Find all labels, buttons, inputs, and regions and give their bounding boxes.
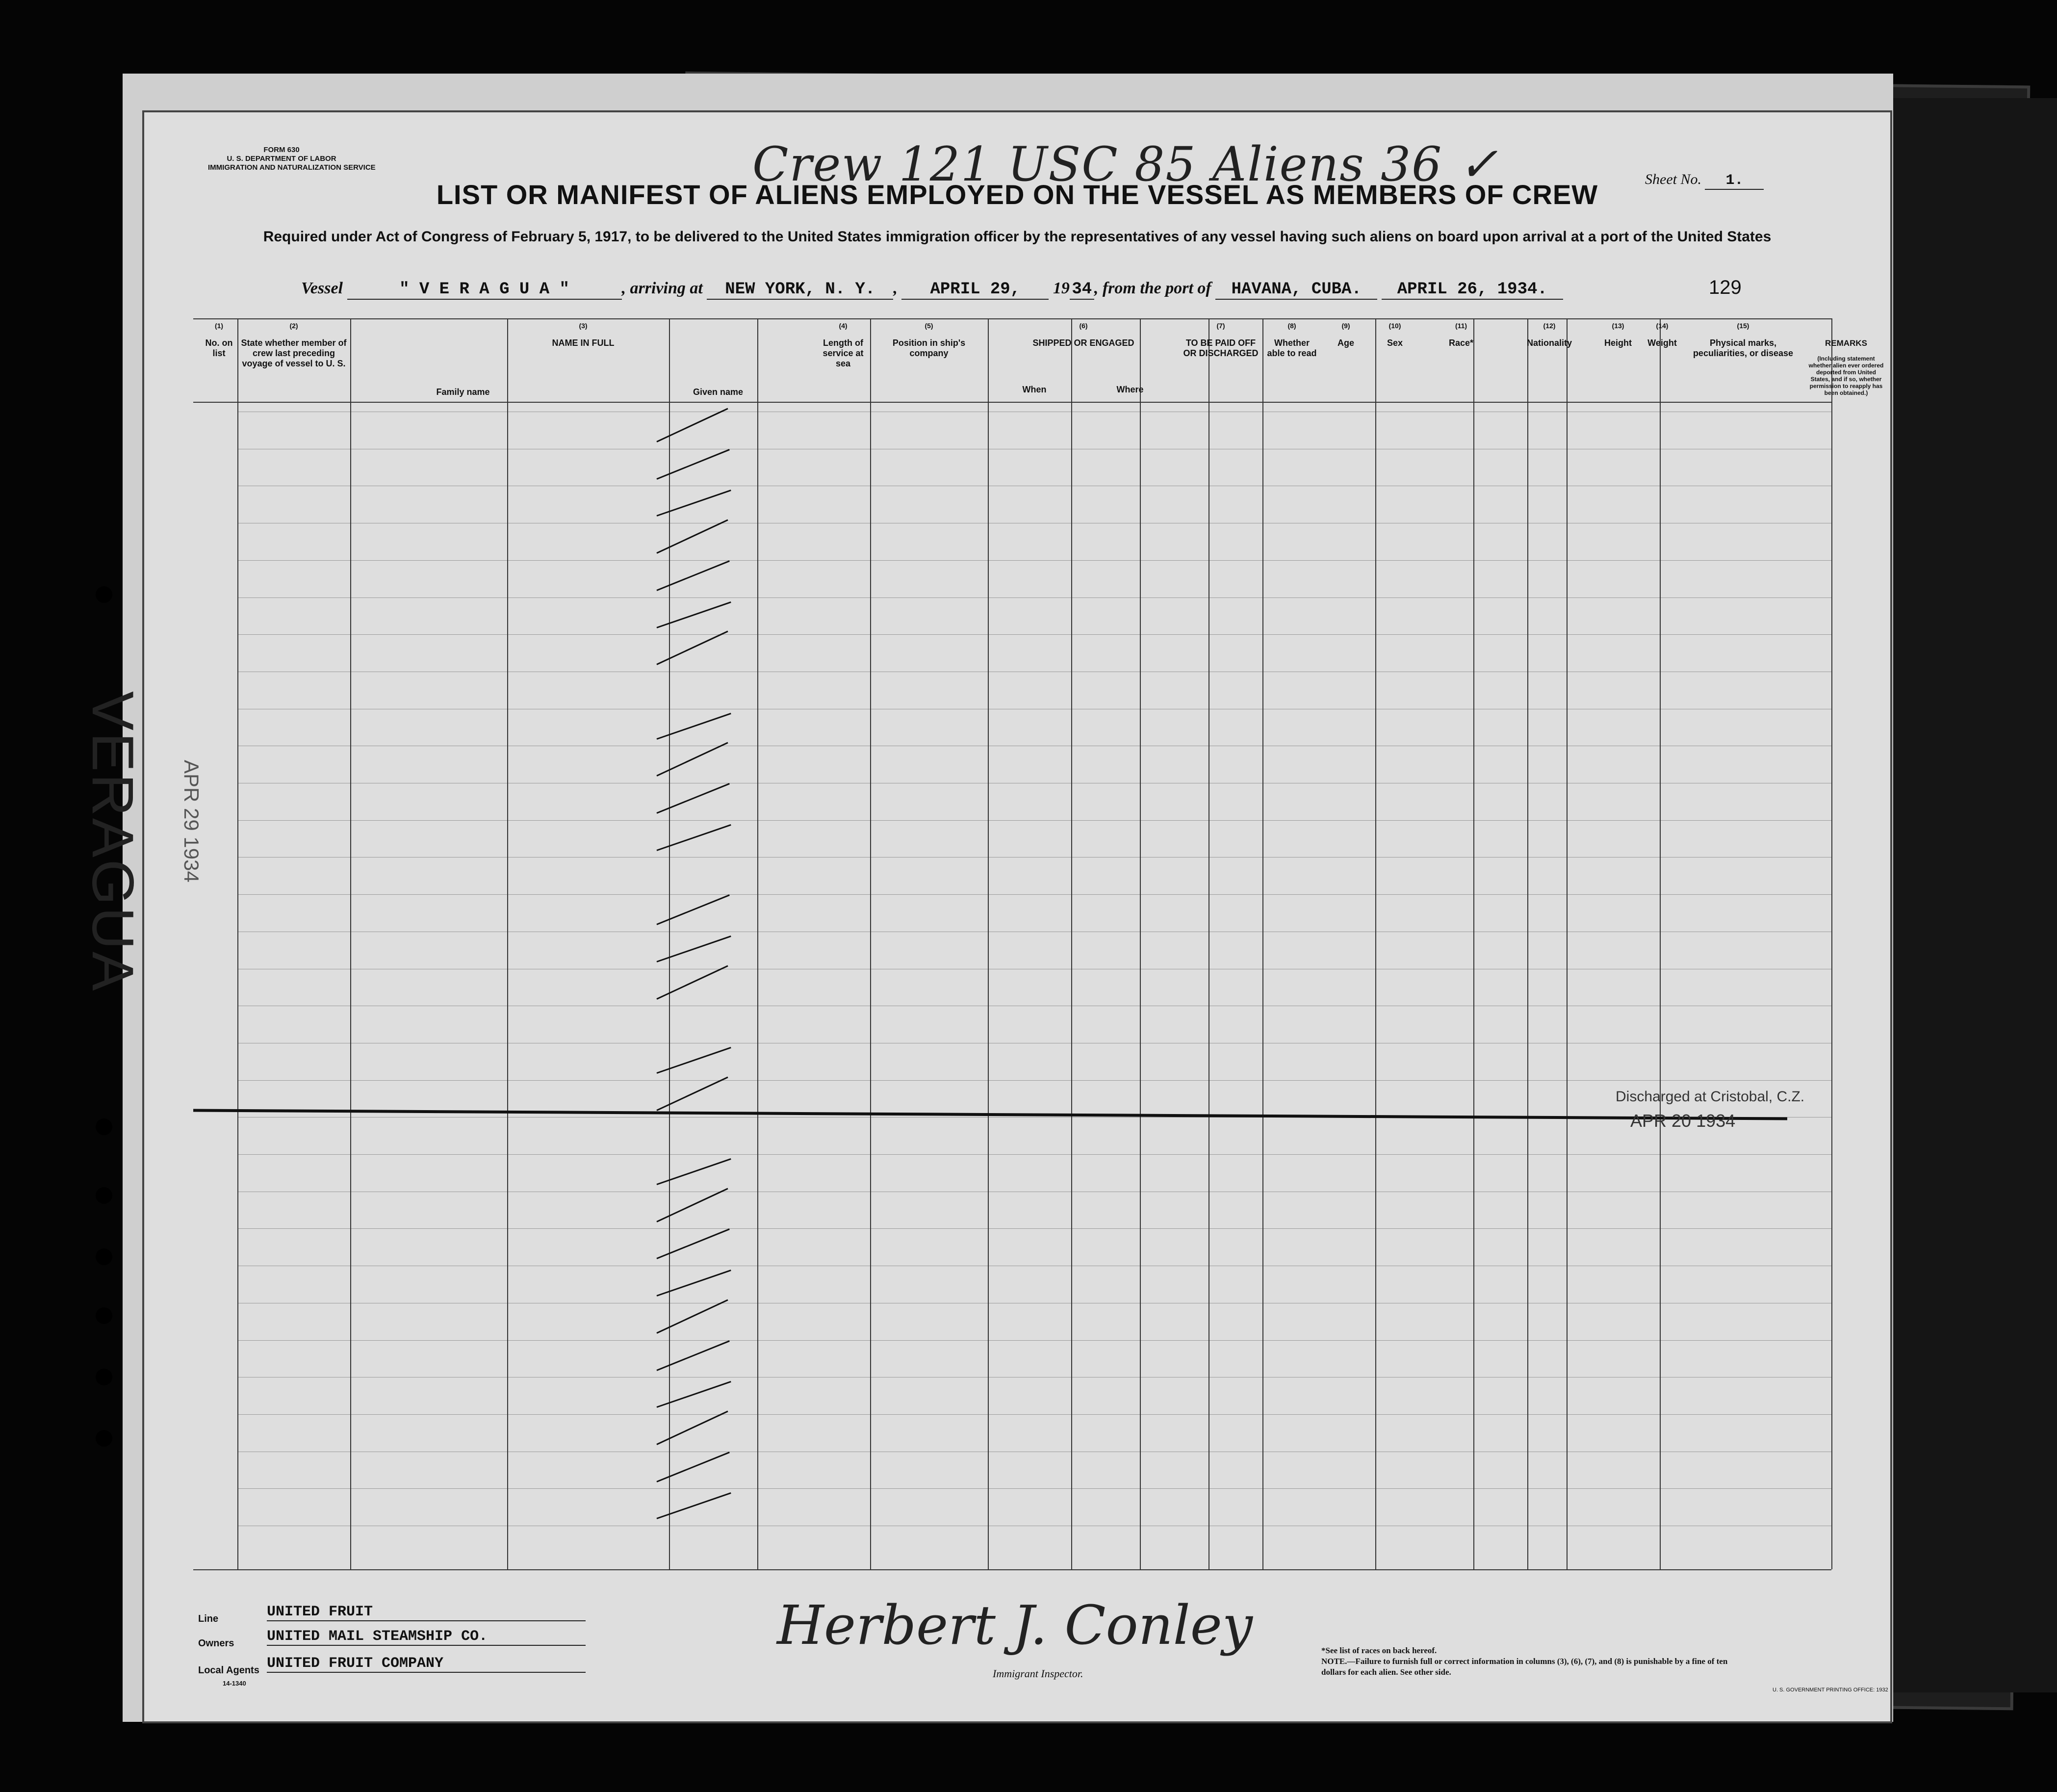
column-rule (757, 318, 758, 1569)
column-rule (870, 318, 871, 1569)
service-name: IMMIGRATION AND NATURALIZATION SERVICE (208, 163, 376, 172)
page-subtitle: Required under Act of Congress of February 5, 1917, to be delivered to the United States immigration officer by the representatives of any vessel having such aliens on board upon arrival at a port of the United States (263, 229, 1772, 245)
discharge-stamp-line1: Discharged at Cristobal, C.Z. (1616, 1089, 1805, 1105)
column-rule (1831, 318, 1832, 1569)
row-rule (237, 560, 1831, 561)
column-rule (350, 318, 351, 1569)
page-title: LIST OR MANIFEST OF ALIENS EMPLOYED ON THE VESSEL AS MEMBERS OF CREW (436, 179, 1598, 210)
service-tick-mark (657, 1381, 731, 1408)
column-header: Race* (1448, 338, 1474, 348)
service-tick-mark (657, 824, 731, 851)
column-header: TO BE PAID OFF OR DISCHARGED (1183, 338, 1259, 358)
column-rule (1375, 318, 1376, 1569)
service-tick-mark (656, 1340, 729, 1371)
service-tick-mark (657, 601, 731, 628)
column-rule (1208, 318, 1209, 1569)
column-header: Height (1604, 338, 1632, 348)
arriving-label: , arriving at (621, 279, 703, 297)
agents-value: UNITED FRUIT COMPANY (267, 1655, 586, 1673)
table-top-border (193, 318, 1831, 319)
service-tick-mark (656, 965, 728, 999)
column-header: REMARKS (1825, 338, 1867, 348)
footer-notes (1321, 1645, 1743, 1678)
subheader-family: Family name (436, 387, 490, 397)
column-number: (6) (1079, 322, 1088, 330)
service-tick-mark (656, 1452, 729, 1482)
page-number: 129 (1709, 277, 1742, 298)
sheet-value: 1. (1705, 172, 1764, 190)
service-tick-mark (657, 1158, 731, 1185)
races-note: *See list of races on back hereof. (1321, 1646, 1437, 1655)
penalty-note: NOTE.—Failure to furnish full or correct information in columns (3), (6), (7), and (8) is punishable by a fine of ten dollars for each alien. See other side. (1321, 1657, 1728, 1677)
row-rule (237, 1228, 1831, 1229)
service-tick-mark (656, 408, 728, 442)
binder-hole (96, 1430, 112, 1447)
binder-hole (96, 1307, 112, 1324)
column-rule (1140, 318, 1141, 1569)
binder-hole (96, 1248, 112, 1265)
column-rule (1527, 318, 1528, 1569)
service-tick-mark (656, 1410, 728, 1445)
column-header: Sex (1387, 338, 1403, 348)
column-rule (669, 318, 670, 1569)
column-number: (9) (1341, 322, 1350, 330)
column-rule (237, 318, 238, 1569)
column-rule (988, 318, 989, 1569)
date-side-stamp: APR 29 1934 (180, 760, 203, 883)
row-rule (237, 1488, 1831, 1489)
column-rule (1473, 318, 1474, 1569)
service-tick-mark (656, 742, 728, 777)
service-tick-mark (657, 1270, 731, 1297)
inspector-signature: Herbert J. Conley (777, 1594, 1253, 1657)
subheader-given: Given name (693, 387, 744, 397)
row-rule (237, 1414, 1831, 1415)
service-tick-mark (656, 894, 729, 925)
column-number: (4) (839, 322, 848, 330)
printer-credit: U. S. GOVERNMENT PRINTING OFFICE: 1932 (1773, 1687, 1888, 1693)
service-tick-mark (656, 783, 729, 814)
column-number: (14) (1656, 322, 1669, 330)
inspector-label: Immigrant Inspector. (993, 1667, 1083, 1680)
row-rule (237, 894, 1831, 895)
column-header: State whether member of crew last preceding voyage of vessel to U. S. (241, 338, 347, 368)
binder-hole (96, 586, 112, 603)
column-number: (11) (1455, 322, 1467, 330)
departure-date: APRIL 26, 1934. (1382, 280, 1563, 300)
handwritten-tally: Crew 121 USC 85 Aliens 36 ✓ (752, 137, 1499, 192)
column-header: Whether able to read (1267, 338, 1317, 358)
owners-value: UNITED MAIL STEAMSHIP CO. (267, 1628, 586, 1646)
vessel-side-stamp: VERAGUA (80, 691, 146, 993)
column-header: Position in ship's company (892, 338, 966, 358)
column-header: No. on list (205, 338, 233, 358)
column-header: NAME IN FULL (552, 338, 615, 348)
service-tick-mark (657, 1492, 731, 1519)
service-tick-mark (656, 1229, 729, 1260)
service-tick-mark (657, 713, 731, 740)
column-rule (1660, 318, 1661, 1569)
department: U. S. DEPARTMENT OF LABOR (227, 155, 336, 163)
column-number: (2) (289, 322, 298, 330)
manifest-page (80, 110, 1892, 1723)
footer-form-code: 14-1340 (223, 1680, 246, 1687)
strike-through-line (193, 1109, 1787, 1120)
service-tick-mark (656, 449, 729, 480)
column-header: Nationality (1526, 338, 1572, 348)
column-number: (7) (1216, 322, 1225, 330)
departure-port: HAVANA, CUBA. (1215, 280, 1377, 300)
column-rule (1071, 318, 1072, 1569)
form-identifier (208, 146, 376, 172)
column-number: (15) (1737, 322, 1749, 330)
service-tick-mark (657, 1047, 731, 1074)
arrival-date: APRIL 29, (901, 280, 1049, 300)
row-rule (237, 1080, 1831, 1081)
column-number: (3) (579, 322, 588, 330)
vessel-line: Vessel " V E R A G U A " , arriving at NEW YORK, N. Y. , APRIL 29, 19 34 , from the port of HAVANA, CUBA. APRIL 26, 1934. (301, 279, 1563, 300)
column-rule (1262, 318, 1263, 1569)
line-value: UNITED FRUIT (267, 1604, 586, 1621)
row-rule (237, 1154, 1831, 1155)
binder-hole (96, 1118, 112, 1135)
arrival-port: NEW YORK, N. Y. (707, 280, 893, 300)
service-tick-mark (657, 490, 731, 517)
column-rule (507, 318, 508, 1569)
table-bottom-border (193, 1569, 1831, 1570)
vessel-label: Vessel (301, 279, 343, 297)
column-number: (10) (1388, 322, 1401, 330)
column-rule (1567, 318, 1568, 1569)
column-header: SHIPPED OR ENGAGED (1032, 338, 1134, 348)
sheet-label: Sheet No. (1645, 171, 1701, 187)
header-bottom-border (193, 402, 1831, 403)
service-tick-mark (656, 519, 728, 554)
column-header: Weight (1647, 338, 1677, 348)
year-suffix: 34 (1070, 280, 1094, 300)
vessel-name: " V E R A G U A " (347, 280, 622, 300)
column-number: (12) (1543, 322, 1556, 330)
binder-hole (96, 1369, 112, 1385)
subheader-where: Where (1116, 385, 1144, 394)
owners-label: Owners (198, 1638, 234, 1649)
year-prefix: 19 (1053, 279, 1070, 297)
discharge-stamp-date: APR 20 1934 (1630, 1111, 1736, 1131)
column-header: Physical marks, peculiarities, or disease (1693, 338, 1794, 358)
agents-label: Local Agents (198, 1665, 259, 1676)
service-tick-mark (656, 631, 728, 665)
column-number: (1) (214, 322, 224, 330)
service-tick-mark (656, 560, 729, 591)
subheader-when: When (1022, 385, 1047, 394)
remarks-note: (Including statement whether alien ever ordered deported from United States, and if so, whether permission to reapply has been obtained.) (1808, 355, 1884, 396)
column-header: Length of service at sea (823, 338, 864, 368)
binder-hole (96, 1187, 112, 1204)
form-number: FORM 630 (263, 146, 300, 154)
service-tick-mark (656, 1076, 728, 1111)
service-tick-mark (656, 1188, 728, 1222)
service-tick-mark (657, 935, 731, 962)
line-label: Line (198, 1613, 219, 1624)
column-number: (13) (1612, 322, 1624, 330)
column-number: (8) (1287, 322, 1296, 330)
row-rule (237, 820, 1831, 821)
column-number: (5) (925, 322, 933, 330)
from-label: , from the port of (1094, 279, 1211, 297)
row-rule (237, 1340, 1831, 1341)
row-rule (237, 597, 1831, 598)
service-tick-mark (656, 1299, 728, 1333)
column-header: Age (1337, 338, 1354, 348)
row-rule (237, 634, 1831, 635)
